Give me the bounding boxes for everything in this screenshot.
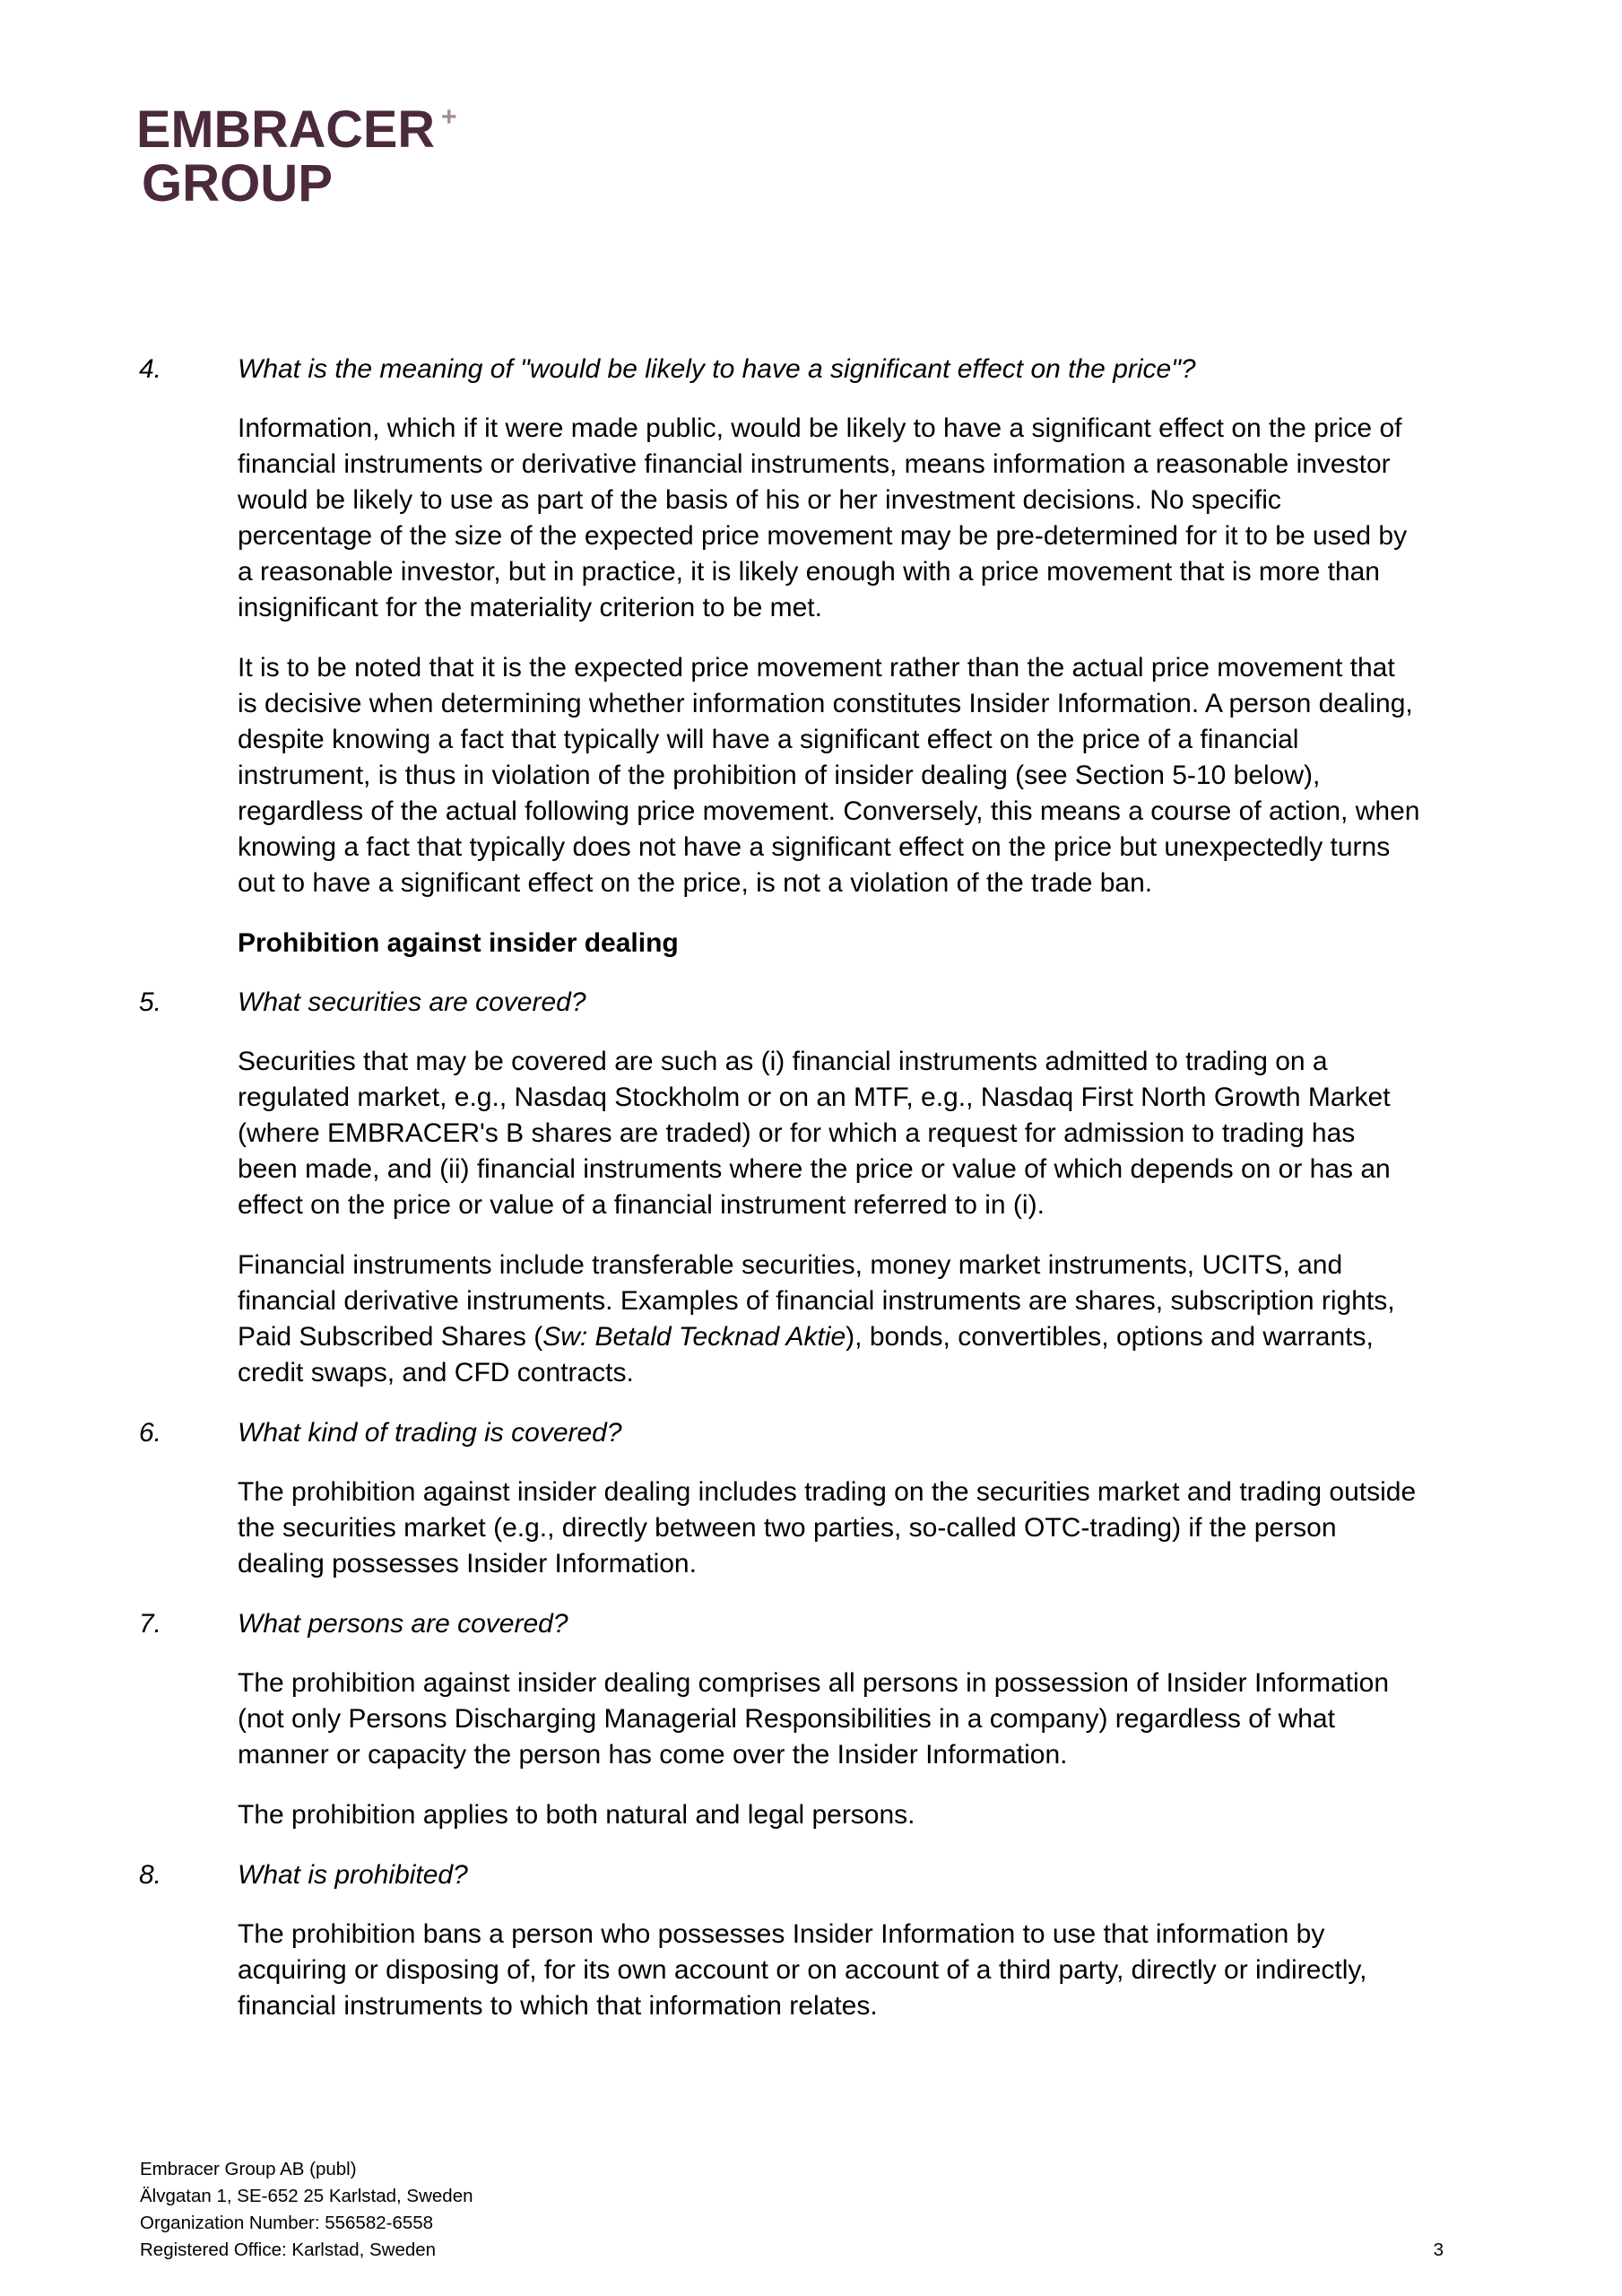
question-8-paragraph-1: The prohibition bans a person who possesses Insider Information to use that information by acquiring or disposing of, for its own account or on account of a third party, directly or indirectly, financial instruments to which that information relates.	[238, 1919, 1367, 2021]
question-5-paragraph-1: Securities that may be covered are such as (i) financial instruments admitted to trading on a regulated market, e.g., Nasdaq Stockholm or on an MTF, e.g., Nasdaq First North Growth Market (where EMBRACER's B shares are traded) or for which a request for admission to trading has been made, and (ii) financial instruments where the price or value of which depends on or has an effect on the price or value of a financial instrument referred to in (i).	[238, 1047, 1391, 1220]
prohibition-heading: Prohibition against insider dealing	[238, 928, 679, 958]
question-5-paragraph-2	[238, 1248, 1421, 1391]
question-5-paragraph-2-start: Financial instruments include transferable securities, money market instruments, UCITS, and financial derivative instruments. Examples of financial instruments are shares, subscription rights, Paid Subscribed Shares (	[238, 1250, 1395, 1352]
logo-line2: GROUP	[142, 154, 333, 213]
logo-plus: +	[441, 102, 457, 132]
question-4-number: 4.	[139, 354, 162, 384]
question-8-text: What is prohibited?	[238, 1860, 468, 1890]
question-4-paragraph-1: Information, which if it were made public, would be likely to have a significant effect on the price of financial instruments or derivative financial instruments, means information a reasonable investor would be likely to use as part of the basis of his or her investment decisions. No specific percentage of the size of the expected price movement may be pre-determined for it to be used by a reasonable investor, but in practice, it is likely enough with a price movement that is more than insignificant for the materiality criterion to be met.	[238, 413, 1408, 622]
question-5-paragraph-2-end: ), bonds, convertibles, options and warrants, credit swaps, and CFD contracts.	[238, 1322, 1374, 1387]
footer-address: Älvgatan 1, SE-652 25 Karlstad, Sweden	[140, 2186, 473, 2206]
question-6	[139, 1415, 1448, 1451]
page-number: 3	[1433, 2239, 1444, 2260]
question-8-number: 8.	[139, 1860, 162, 1890]
question-5-text: What securities are covered?	[238, 987, 586, 1017]
question-7-paragraph-1: The prohibition against insider dealing comprises all persons in possession of Insider Information (not only Persons Discharging Managerial Responsibilities in a company) regardless of what manner or capacity the person has come over the Insider Information.	[238, 1668, 1390, 1770]
question-5-swedish-term: Sw: Betald Tecknad Aktie	[542, 1322, 846, 1352]
embracer-group-logo	[136, 100, 459, 217]
footer-registered-office: Registered Office: Karlstad, Sweden	[140, 2239, 437, 2260]
question-4	[139, 352, 1448, 387]
page-footer	[140, 2156, 473, 2264]
question-7-paragraph-2: The prohibition applies to both natural and legal persons.	[238, 1800, 915, 1830]
question-5	[139, 985, 1448, 1021]
document-body	[139, 352, 1448, 2024]
logo-graphic	[136, 100, 459, 217]
question-5-number: 5.	[139, 987, 162, 1017]
footer-company-name: Embracer Group AB (publ)	[140, 2159, 357, 2179]
question-6-number: 6.	[139, 1418, 162, 1448]
question-4-paragraph-2: It is to be noted that it is the expected price movement rather than the actual price movement that is decisive when determining whether information constitutes Insider Information. A person dealing, despite knowing a fact that typically will have a significant effect on the price of a financial instrument, is thus in violation of the prohibition of insider dealing (see Section 5-10 below), regardless of the actual following price movement. Conversely, this means a course of action, when knowing a fact that typically does not have a significant effect on the price but unexpectedly turns out to have a significant effect on the price, is not a violation of the trade ban.	[238, 653, 1420, 898]
footer-org-number: Organization Number: 556582-6558	[140, 2213, 434, 2233]
question-6-text: What kind of trading is covered?	[238, 1418, 622, 1448]
logo-line1: EMBRACER	[136, 100, 435, 159]
question-7-number: 7.	[139, 1609, 162, 1639]
question-8	[139, 1857, 1448, 1893]
question-6-paragraph-1: The prohibition against insider dealing includes trading on the securities market and trading outside the securities market (e.g., directly between two parties, so-called OTC-trading) if the person dealing possesses Insider Information.	[238, 1477, 1417, 1578]
question-7-text: What persons are covered?	[238, 1609, 568, 1639]
question-4-text: What is the meaning of "would be likely to have a significant effect on the price"?	[238, 354, 1196, 384]
question-7	[139, 1606, 1448, 1642]
